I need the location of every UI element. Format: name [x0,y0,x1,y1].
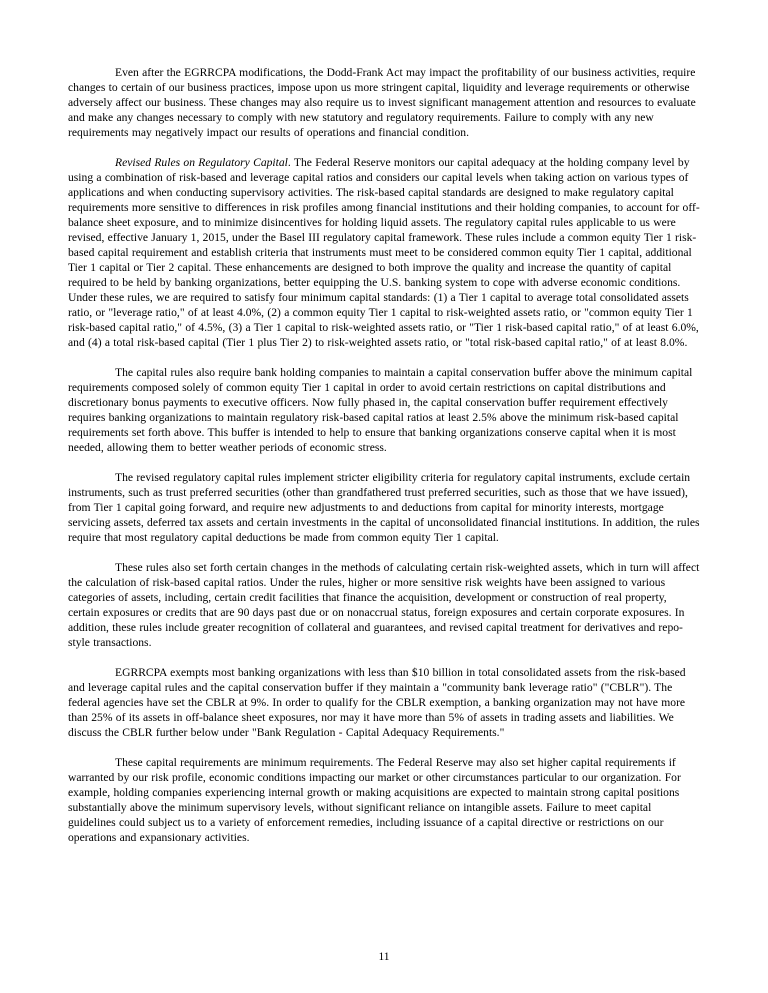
paragraph-text: Even after the EGRRCPA modifications, the Dodd-Frank Act may impact the profitability of our business activities, require changes to certain of our business practices, impose upon us more stringent capital, liquidity and leverage requirements or otherwise adversely affect our business. These changes may also require us to invest significant management attention and resources to evaluate and make any changes necessary to comply with new statutory and regulatory requirements. Failure to comply with any new requirements may negatively impact our results of operations and financial condition. [68,66,696,139]
paragraph-text: These rules also set forth certain changes in the methods of calculating certain risk-weighted assets, which in turn will affect the calculation of risk-based capital ratios. Under the rules, higher or more sensitive risk weights have been assigned to various categories of assets, including, certain credit facilities that finance the acquisition, development or construction of real property, certain exposures or credits that are 90 days past due or on nonaccrual status, foreign exposures and certain corporate exposures. In addition, these rules include greater recognition of collateral and guarantees, and revised capital treatment for derivatives and repo-style transactions. [68,561,700,649]
paragraph-minimum-requirements [68,755,700,845]
paragraph-dodd-frank-impact [68,65,700,140]
paragraph-capital-conservation-buffer [68,365,700,455]
paragraph-text: EGRRCPA exempts most banking organizations with less than $10 billion in total consolidated assets from the risk-based and leverage capital rules and the capital conservation buffer if they maintain a "community bank leverage ratio" ("CBLR"). The federal agencies have set the CBLR at 9%. In order to qualify for the CBLR exemption, a banking organization may not have more than 25% of its assets in off-balance sheet exposures, nor may it have more than 5% of assets in trading assets and liabilities. We discuss the CBLR further below under "Bank Regulation - Capital Adequacy Requirements." [68,666,686,739]
paragraph-text: . The Federal Reserve monitors our capital adequacy at the holding company level by using a combination of risk-based and leverage capital ratios and considers our capital levels when taking action on various types of applications and when conducting supervisory activities. The risk-based capital standards are designed to make regulatory capital requirements more sensitive to differences in risk profiles among financial institutions and their holding companies, to account for off-balance sheet exposure, and to minimize disincentives for holding liquid assets. The regulatory capital rules applicable to us were revised, effective January 1, 2015, under the Basel III regulatory capital framework. These rules include a common equity Tier 1 risk-based capital requirement and establish criteria that instruments must meet to be considered common equity Tier 1 capital, additional Tier 1 capital or Tier 2 capital. These enhancements are designed to both improve the quality and increase the quantity of capital required to be held by banking organizations, better equipping the U.S. banking system to cope with adverse economic conditions. Under these rules, we are required to satisfy four minimum capital standards: (1) a Tier 1 capital to average total consolidated assets ratio, or "leverage ratio," of at least 4.0%, (2) a common equity Tier 1 capital to risk-weighted assets ratio, or "common equity Tier 1 risk-based capital ratio," of 4.5%, (3) a Tier 1 capital to risk-weighted assets ratio, or "Tier 1 risk-based capital ratio," of at least 6.0%, and (4) a total risk-based capital (Tier 1 plus Tier 2) to risk-weighted assets ratio, or "total risk-based capital ratio," of at least 8.0%. [68,156,700,349]
page-number: 11 [378,951,390,963]
text-content [68,65,700,860]
paragraph-risk-weighted-assets [68,560,700,650]
paragraph-text: These capital requirements are minimum requirements. The Federal Reserve may also set higher capital requirements if warranted by our risk profile, economic conditions impacting our market or other circumstances particular to our organization. For example, holding companies experiencing internal growth or making acquisitions are expected to maintain strong capital positions substantially above the minimum supervisory levels, without significant reliance on intangible assets. Failure to meet capital guidelines could subject us to a variety of enforcement remedies, including issuance of a capital directive or restrictions on our operations and expansionary activities. [68,756,681,844]
paragraph-text: The capital rules also require bank holding companies to maintain a capital conservation buffer above the minimum capital requirements composed solely of common equity Tier 1 capital in order to avoid certain restrictions on capital distributions and discretionary bonus payments to executive officers. Now fully phased in, the capital conservation buffer requirement effectively requires banking organizations to maintain regulatory risk-based capital ratios at least 2.5% above the minimum risk-based capital requirements set forth above. This buffer is intended to help to ensure that banking organizations conserve capital when it is most needed, allowing them to better weather periods of economic stress. [68,366,693,454]
paragraph-eligibility-criteria [68,470,700,545]
paragraph-revised-rules-regulatory-capital [68,155,700,350]
paragraph-text: The revised regulatory capital rules implement stricter eligibility criteria for regulatory capital instruments, exclude certain instruments, such as trust preferred securities (other than grandfathered trust preferred securities, such as those that we have issued), from Tier 1 capital going forward, and require new adjustments to and deductions from capital for minority interests, mortgage servicing assets, deferred tax assets and certain investments in the capital of unconsolidated financial institutions. In addition, the rules require that most regulatory capital deductions be made from common equity Tier 1 capital. [68,471,700,544]
paragraph-lead: Revised Rules on Regulatory Capital [115,156,288,169]
paragraph-cblr-exemption [68,665,700,740]
